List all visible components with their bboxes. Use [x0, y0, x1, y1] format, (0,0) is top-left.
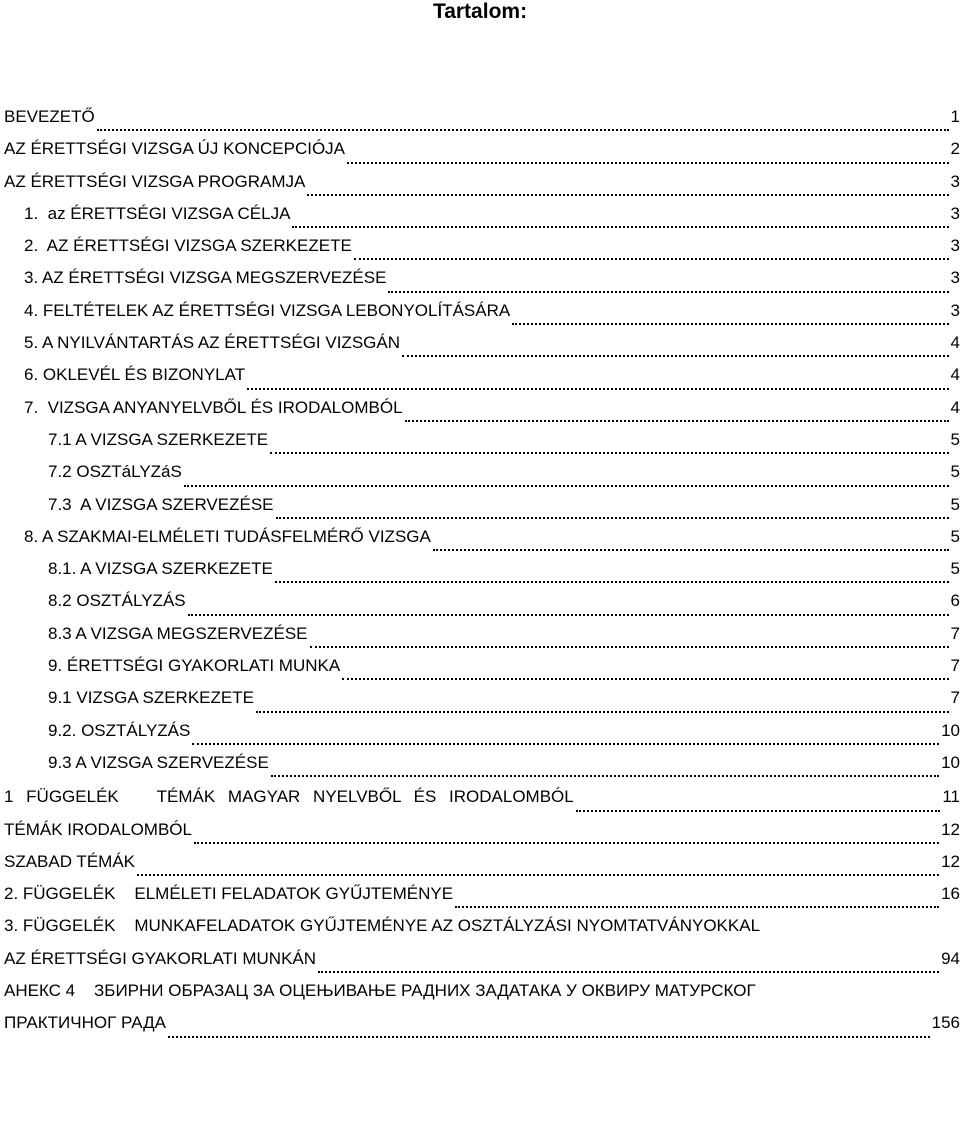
dot-leader: [247, 388, 948, 390]
toc-page-number: 3: [950, 171, 960, 191]
toc-page-number: 2: [950, 139, 960, 159]
toc-page-number: 3: [950, 203, 960, 223]
toc-entry[interactable]: [4, 753, 960, 785]
toc-entry[interactable]: [4, 1013, 960, 1045]
toc-page-number: 5: [950, 494, 960, 514]
toc-label: AZ ÉRETTSÉGI VIZSGA ÚJ KONCEPCIÓJA: [4, 139, 346, 159]
toc-entry[interactable]: [4, 495, 960, 527]
toc-label: 7.3 A VIZSGA SZERVEZÉSE: [48, 494, 274, 514]
toc-label: 2. AZ ÉRETTSÉGI VIZSGA SZERKEZETE: [24, 236, 352, 256]
toc-entry[interactable]: [4, 365, 960, 397]
toc-entry[interactable]: [4, 139, 960, 171]
toc-entry[interactable]: [4, 949, 960, 981]
toc-page-number: 94: [941, 948, 960, 968]
toc-entry[interactable]: [4, 656, 960, 688]
toc-page-number: 6: [950, 591, 960, 611]
dot-leader: [405, 420, 949, 422]
dot-leader: [192, 743, 939, 745]
toc-entry-heading[interactable]: [4, 916, 960, 948]
dot-leader: [256, 711, 949, 713]
toc-label: 8.1. A VIZSGA SZERKEZETE: [48, 559, 273, 579]
dot-leader: [270, 452, 948, 454]
dot-leader: [276, 517, 949, 519]
toc-page-number: 4: [950, 365, 960, 385]
toc-page-number: 5: [950, 462, 960, 482]
toc-entry[interactable]: [4, 721, 960, 753]
toc-entry[interactable]: [4, 268, 960, 300]
toc-entry[interactable]: [4, 820, 960, 852]
dot-leader: [455, 906, 939, 908]
dot-leader: [137, 874, 939, 876]
toc-page-number: 1: [950, 107, 960, 126]
toc-entry[interactable]: [4, 787, 960, 819]
toc-label: 2. FÜGGELÉK ELMÉLETI FELADATOK GYŰJTEMÉNYE: [4, 884, 454, 904]
toc-label: 9.3 A VIZSGA SZERVEZÉSE: [48, 752, 269, 772]
toc-page-number: 7: [950, 688, 960, 708]
toc-page-number: 4: [950, 397, 960, 417]
dot-leader: [184, 485, 949, 487]
toc-label: AZ ÉRETTSÉGI VIZSGA PROGRAMJA: [4, 171, 306, 191]
toc-label: 7.2 OSZTáLYZáS: [48, 462, 182, 482]
dot-leader: [275, 581, 949, 583]
toc-page-number: 11: [942, 787, 960, 807]
toc-label: 8. A SZAKMAI-ELMÉLETI TUDÁSFELMÉRŐ VIZSGA: [24, 526, 431, 546]
toc-entry[interactable]: [4, 107, 960, 139]
dot-leader: [433, 549, 949, 551]
toc-label: 7. VIZSGA ANYANYELVBŐL ÉS IRODALOMBÓL: [24, 397, 403, 417]
dot-leader: [188, 614, 949, 616]
dot-leader: [310, 646, 949, 648]
toc-entry[interactable]: [4, 204, 960, 236]
table-of-contents: [4, 107, 960, 1046]
toc-entry[interactable]: [4, 559, 960, 591]
toc-label: SZABAD TÉMÁK: [4, 851, 135, 871]
dot-leader: [342, 678, 948, 680]
dot-leader: [168, 1036, 930, 1038]
toc-entry[interactable]: [4, 462, 960, 494]
dot-leader: [271, 775, 939, 777]
toc-page-number: 7: [950, 656, 960, 676]
toc-entry[interactable]: [4, 236, 960, 268]
toc-label: 9. ÉRETTSÉGI GYAKORLATI MUNKA: [48, 656, 341, 676]
toc-entry-heading[interactable]: [4, 981, 960, 1013]
dot-leader: [318, 971, 939, 973]
page-title: Tartalom:: [432, 0, 528, 23]
toc-page-number: 3: [950, 300, 960, 320]
toc-page-number: 5: [950, 526, 960, 546]
toc-page-number: 7: [950, 623, 960, 643]
toc-entry[interactable]: [4, 527, 960, 559]
toc-page-number: 16: [941, 884, 960, 904]
toc-page-number: 3: [950, 268, 960, 288]
toc-label: 8.3 A VIZSGA MEGSZERVEZÉSE: [48, 623, 308, 643]
dot-leader: [354, 258, 949, 260]
toc-entry[interactable]: [4, 398, 960, 430]
toc-label: 3. AZ ÉRETTSÉGI VIZSGA MEGSZERVEZÉSE: [24, 268, 387, 288]
dot-leader: [194, 842, 939, 844]
toc-entry[interactable]: [4, 852, 960, 884]
toc-label: 6. OKLEVÉL ÉS BIZONYLAT: [24, 365, 246, 385]
toc-label: 9.2. OSZTÁLYZÁS: [48, 720, 191, 740]
toc-label: 9.1 VIZSGA SZERKEZETE: [48, 688, 254, 708]
dot-leader: [97, 129, 949, 131]
dot-leader: [512, 323, 948, 325]
toc-label: 5. A NYILVÁNTARTÁS AZ ÉRETTSÉGI VIZSGÁN: [24, 333, 400, 353]
toc-page-number: 5: [950, 559, 960, 579]
dot-leader: [402, 355, 949, 357]
dot-leader: [292, 226, 948, 228]
dot-leader: [347, 162, 949, 164]
toc-label: ПРАКТИЧНОГ РАДА: [4, 1013, 166, 1033]
toc-label: АНЕКС 4 ЗБИРНИ ОБРАЗАЦ ЗА ОЦЕЊИВАЊЕ РАДНИХ ЗАДАТАКА У ОКВИРУ МАТУРСКОГ: [4, 981, 756, 1001]
toc-entry[interactable]: [4, 624, 960, 656]
toc-label: 7.1 A VIZSGA SZERKEZETE: [48, 429, 269, 449]
toc-label: AZ ÉRETTSÉGI GYAKORLATI MUNKÁN: [4, 948, 317, 968]
toc-entry[interactable]: [4, 430, 960, 462]
toc-label: TÉMÁK IRODALOMBÓL: [4, 819, 192, 839]
toc-page-number: 4: [950, 333, 960, 353]
toc-page-number: 156: [931, 1013, 960, 1033]
toc-label: BEVEZETŐ: [4, 107, 95, 126]
toc-page-number: 10: [941, 720, 960, 740]
toc-label: 1 FÜGGELÉK TÉMÁK MAGYAR NYELVBŐL ÉS IRODALOMBÓL: [4, 787, 574, 807]
dot-leader: [576, 810, 941, 812]
toc-entry[interactable]: [4, 688, 960, 720]
dot-leader: [307, 194, 948, 196]
dot-leader: [388, 291, 948, 293]
toc-page-number: 3: [950, 236, 960, 256]
toc-label: 8.2 OSZTÁLYZÁS: [48, 591, 186, 611]
toc-entry[interactable]: [4, 591, 960, 623]
toc-page-number: 12: [941, 851, 960, 871]
toc-label: 3. FÜGGELÉK MUNKAFELADATOK GYŰJTEMÉNYE AZ OSZTÁLYZÁSI NYOMTATVÁNYOKKAL: [4, 916, 761, 936]
toc-page-number: 5: [950, 429, 960, 449]
toc-entry[interactable]: [4, 301, 960, 333]
toc-entry[interactable]: [4, 333, 960, 365]
toc-page-number: 12: [941, 819, 960, 839]
toc-label: 4. FELTÉTELEK AZ ÉRETTSÉGI VIZSGA LEBONYOLÍTÁSÁRA: [24, 300, 511, 320]
toc-page-number: 10: [941, 752, 960, 772]
toc-entry[interactable]: [4, 172, 960, 204]
toc-entry[interactable]: [4, 884, 960, 916]
toc-label: 1. az ÉRETTSÉGI VIZSGA CÉLJA: [24, 203, 291, 223]
